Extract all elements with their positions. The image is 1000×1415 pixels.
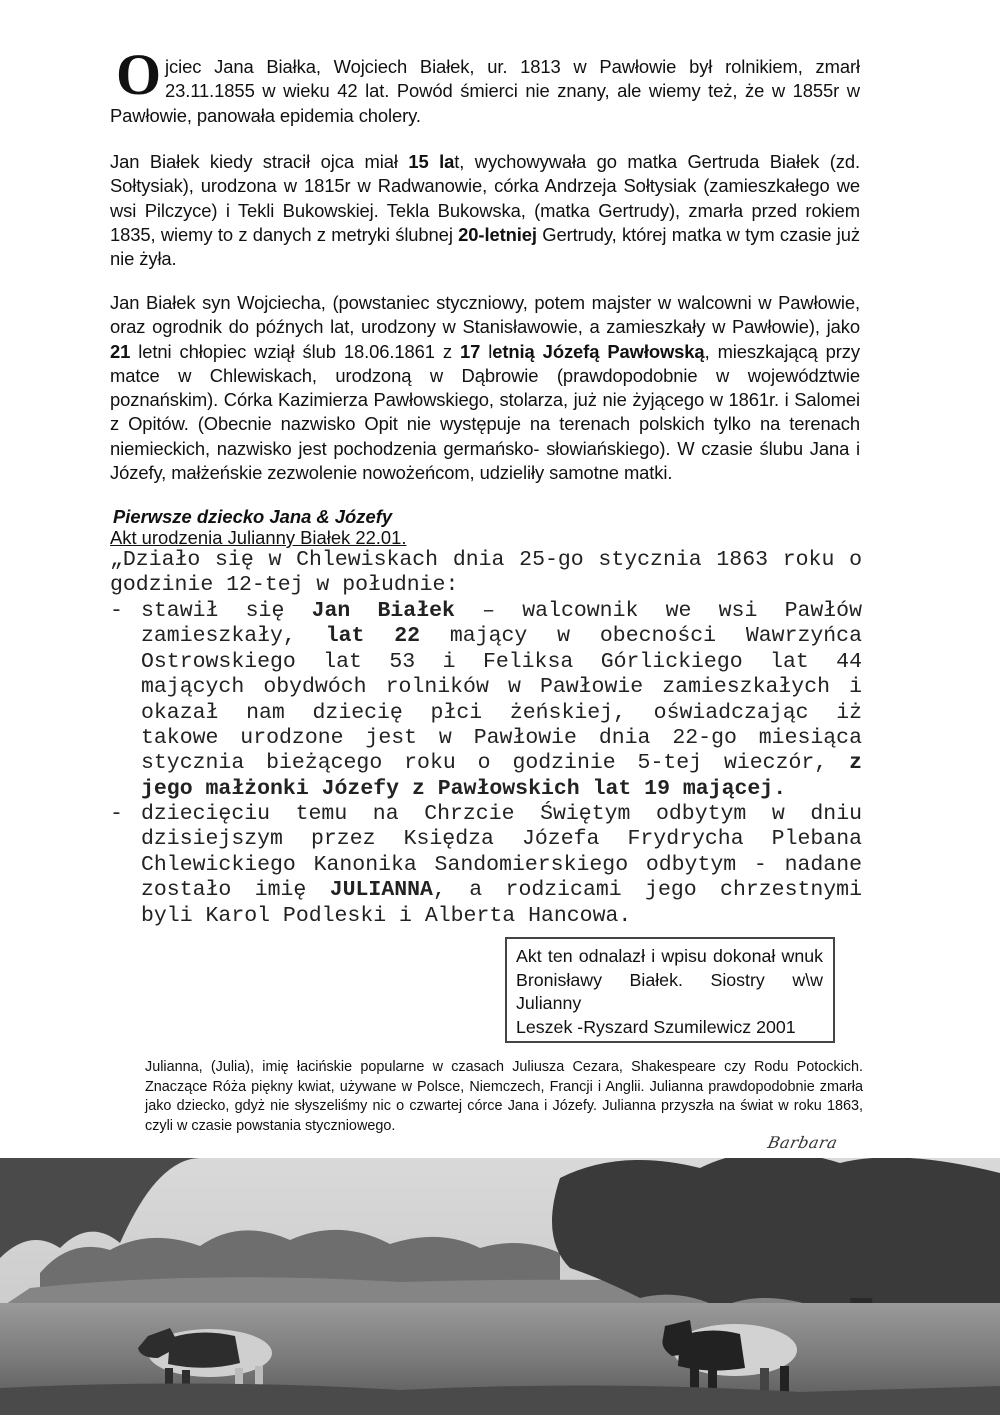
text-run: Gertrudy, której matka w tym czasie już nie żyła.: [110, 223, 860, 270]
paragraph-marriage: [110, 291, 860, 485]
landscape-photo: [0, 1158, 1000, 1415]
bold-run: z jego małżonki Józefy z Pawłowskich lat 19 mającej.: [141, 751, 862, 801]
note-line: Akt ten odnalazł i wpisu dokonał wnuk Bronisławy Białek. Siostry w\w Julianny: [516, 946, 823, 1013]
text-run: Jan Białek kiedy stracił ojca miał: [110, 151, 409, 172]
bold-run: 20-letniej: [458, 223, 537, 245]
text-run: dziecięciu temu na Chrzcie Świętym odbytym w dniu dzisiejszym przez Księdza Józefa Frydrycha Plebana Chlewickiego Kanonika Sandomierskiego odbytym - nadane zostało imię: [141, 802, 862, 903]
bold-run: etnią Józefą Pawłowską: [492, 340, 705, 362]
act-item-1: [110, 599, 862, 802]
bold-run: 17: [460, 340, 481, 362]
bold-run: lat 22: [325, 624, 421, 649]
footnote: Julianna, (Julia), imię łacińskie popularne w czasach Juliusza Cezara, Shakespeare czy Rodu Potockich. Znaczące Róża piękny kwiat, używane w Polsce, Niemczech, Francji i Anglii. Julianna prawdopodobnie zmarła jako dziecko, gdyż nie słyszeliśmy nic o czwartej córce Jana i Józefy. Julianna przyszła na świat w roku 1863, czyli w czasie powstania styczniowego.: [145, 1059, 863, 1134]
signature: Barbara: [765, 1133, 840, 1152]
list-dash: -: [110, 802, 123, 826]
act-item-2-text: [141, 802, 862, 929]
text-run: – walcownik we wsi Pawłów zamieszkały,: [141, 599, 862, 649]
text-run: , a rodzicami jego chrzestnymi byli Karol Podleski i Alberta Hancowa.: [141, 878, 862, 928]
act-intro: „Działo się w Chlewiskach dnia 25-go stycznia 1863 roku o godzinie 12-tej w południe:: [110, 548, 862, 598]
text-run: Jan Białek syn Wojciecha, (powstaniec styczniowy, potem majster w walcowni w Pawłowie, oraz ogrodnik do późnych lat, urodzony w Stanisławowie, a zamieszkały w Pawłowie), jako: [110, 292, 860, 338]
paragraph-mother: [110, 150, 860, 271]
paragraph-father: [110, 42, 860, 128]
note-box: [505, 937, 835, 1043]
text-run: t, wychowywała go matka Gertruda Białek (zd. Sołtysiak), urodzona w 1815r w Radwanowie, córka Andrzeja Sołtysiak (zamieszkałego we wsi Pilczyce) i Tekli Bukowskiej. Tekla Bukowska, (matka Gertrudy), zmarła przed rokiem 1835, wiemy to z danych z metryki ślubnej: [110, 151, 861, 245]
text-run: letni chłopiec wziął ślub 18.06.1861 z: [130, 340, 461, 362]
bold-run: 21: [110, 340, 131, 362]
birth-act-title: Akt urodzenia Julianny Białek 22.01.: [110, 527, 407, 548]
paragraph-father-text: jciec Jana Białka, Wojciech Białek, ur. 1813 w Pawłowie był rolnikiem, zmarł 23.11.1855 w wieku 42 lat. Powód śmierci nie znany, ale wiemy też, że w 1855r w Pawłowie, panowała epidemia cholery.: [110, 56, 860, 126]
act-item-2: [110, 802, 862, 929]
bold-run: Jan Białek: [311, 599, 455, 623]
text-run: , mieszkającą przy matce w Chlewiskach, urodzoną w Dąbrowie (prawdopodobnie w województwie poznańskim). Córka Kazimierza Pawłowskiego, stolarza, już nie żyjącego w 1861r. i Salomei z Opitów. (Obecnie nazwisko Opit nie występuje na terenach polskich tylko na terenach niemieckich, nazwisko jest pochodzenia germańsko- słowiańskiego). W czasie ślubu Jana i Józefy, małżeńskie zezwolenie nowożeńcom, udzieliły samotne matki.: [110, 340, 860, 484]
section-heading: Pierwsze dziecko Jana & Józefy: [113, 506, 393, 527]
drop-cap: O: [116, 42, 162, 107]
text-run: l: [480, 340, 493, 362]
act-item-1-text: [141, 599, 862, 802]
bold-run: JULIANNA: [329, 878, 433, 903]
list-dash: -: [110, 599, 123, 623]
text-run: stawił się: [141, 599, 312, 623]
note-author: Leszek -Ryszard Szumilewicz 2001: [516, 1016, 796, 1037]
bold-run: 15 la: [408, 151, 455, 172]
text-run: mający w obecności Wawrzyńca Ostrowskiego lat 53 i Feliksa Górlickiego lat 44 mających obydwóch rolników w Pawłowie zamieszkałych i okazał nam dziecię płci żeńskiej, oświadczając iż takowe urodzone jest w Pawłowie dnia 22-go miesiąca stycznia bieżącego roku o godzinie 5-tej wieczór,: [141, 624, 862, 776]
